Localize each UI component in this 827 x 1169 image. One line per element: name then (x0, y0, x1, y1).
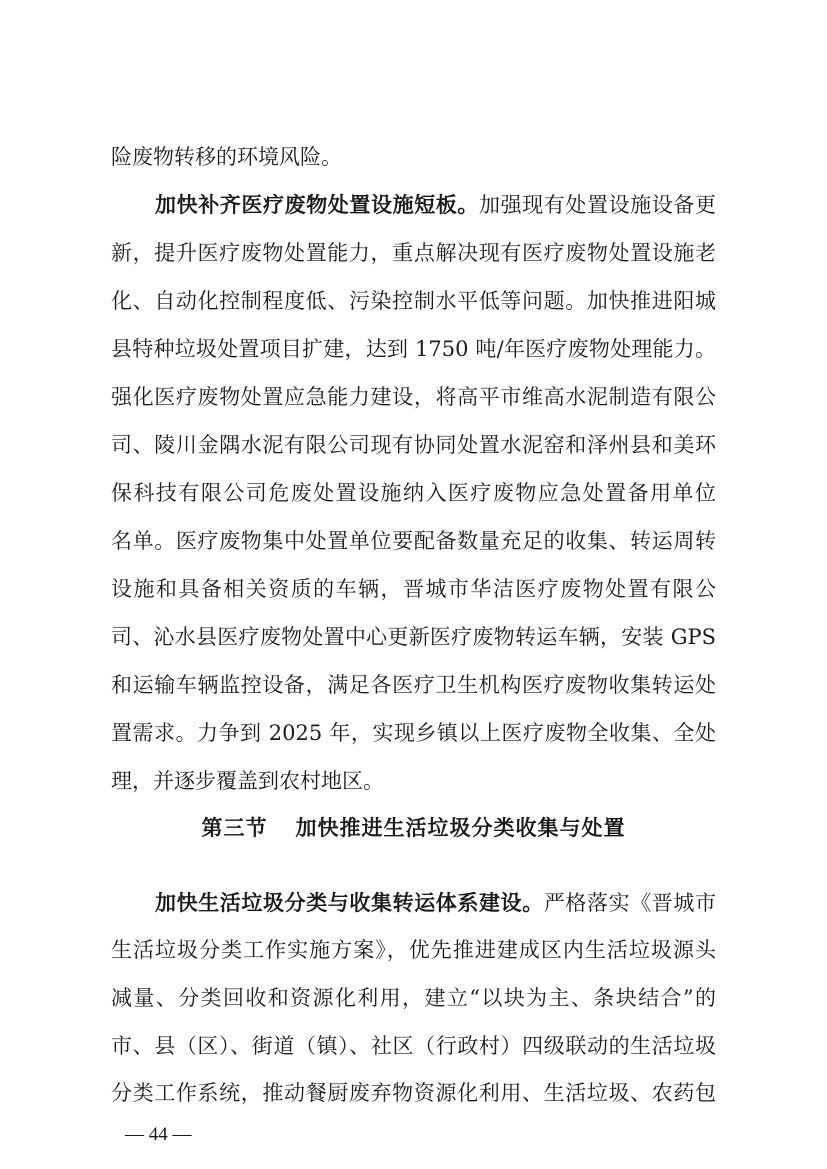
text-line: 县特种垃圾处置项目扩建，达到 1750 吨/年医疗废物处理能力。 (111, 337, 716, 361)
text-line: 化、自动化控制程度低、污染控制水平低等问题。加快推进阳城 (111, 289, 716, 313)
section-number: 第三节 (201, 815, 268, 840)
paragraph-first-line (155, 888, 716, 918)
section-title: 加快推进生活垃圾分类收集与处置 (295, 815, 626, 840)
paragraph-lead: 加快补齐医疗废物处置设施短板。 (155, 192, 479, 217)
text-line: 设施和具备相关资质的车辆，晋城市华洁医疗废物处置有限公 (111, 577, 716, 601)
page-number: — 44 — (125, 1124, 192, 1145)
paragraph-text: 加强现有处置设施设备更 (479, 193, 716, 217)
text-line: 司、陵川金隅水泥有限公司现有协同处置水泥窑和泽州县和美环 (111, 433, 716, 457)
text-line: 保科技有限公司危废处置设施纳入医疗废物应急处置备用单位 (111, 481, 716, 505)
paragraph-first-line (155, 190, 716, 220)
paragraph-lead: 加快生活垃圾分类与收集转运体系建设。 (155, 890, 544, 915)
text-line: 减量、分类回收和资源化利用，建立“以块为主、条块结合”的 (111, 986, 716, 1010)
text-line: 置需求。力争到 2025 年，实现乡镇以上医疗废物全收集、全处 (111, 721, 716, 745)
section-heading (0, 813, 827, 843)
text-line: 分类工作系统，推动餐厨废弃物资源化利用、生活垃圾、农药包 (111, 1081, 716, 1105)
text-line: 司、沁水县医疗废物处置中心更新医疗废物转运车辆，安装 GPS (111, 625, 716, 649)
text-line: 新，提升医疗废物处置能力，重点解决现有医疗废物处置设施老 (111, 241, 716, 265)
text-line: 和运输车辆监控设备，满足各医疗卫生机构医疗废物收集转运处 (111, 673, 716, 697)
text-line: 理，并逐步覆盖到农村地区。 (111, 769, 384, 793)
text-line: 生活垃圾分类工作实施方案》，优先推进建成区内生活垃圾源头 (111, 938, 716, 962)
text-line: 名单。医疗废物集中处置单位要配备数量充足的收集、转运周转 (111, 529, 716, 553)
text-line: 险废物转移的环境风险。 (111, 145, 342, 169)
text-line: 市、县（区）、街道（镇）、社区（行政村）四级联动的生活垃圾 (111, 1034, 716, 1058)
text-line: 强化医疗废物处置应急能力建设，将高平市维高水泥制造有限公 (111, 385, 716, 409)
paragraph-text: 严格落实《晋城市 (543, 891, 717, 915)
